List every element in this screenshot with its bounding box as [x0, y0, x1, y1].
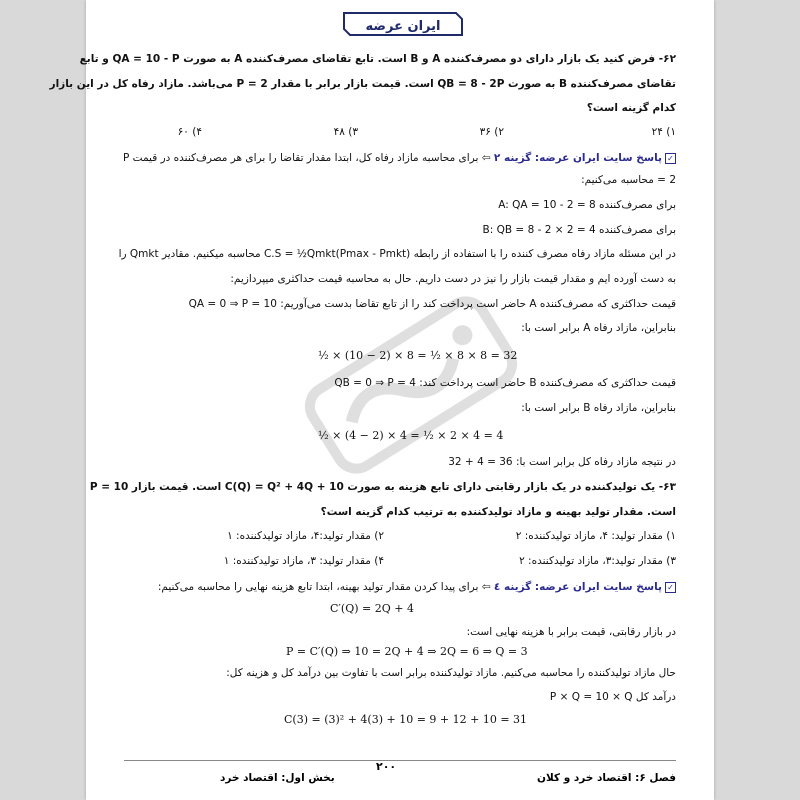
q63-option-2[interactable]: ۲) مقدار تولید:۴، مازاد تولیدکننده: ۱: [227, 530, 384, 542]
q63-option-4[interactable]: ۴) مقدار تولید: ۳، مازاد تولیدکننده: ۱: [223, 555, 384, 567]
answer63-head: پاسخ سایت ایران عرضه: گزینه ٤: [493, 581, 662, 593]
answer62-head: پاسخ سایت ایران عرضه: گزینه ۲: [493, 152, 662, 164]
q62-option-2[interactable]: ۲) ۳۶: [479, 126, 504, 138]
footer-divider: [124, 760, 676, 761]
iran-arze-logo: [340, 9, 466, 39]
answer62-text-11: در نتیجه مازاد رفاه کل برابر است با: 36 = 4 + 32: [448, 456, 676, 468]
q63-line-2: است. مقدار تولید بهینه و مازاد تولیدکننده به ترتیب کدام گزینه است؟: [320, 506, 676, 518]
q62-line-2: تقاضای مصرف‌کننده B به صورت QB = 8 - 2P است. قیمت بازار برابر با مقدار P = 2 می‌باشد. مازاد رفاه کل در این بازار: [49, 78, 676, 90]
q62-line-1: ۶۲- فرض کنید یک بازار دارای دو مصرف‌کننده A و B است. تابع تقاضای مصرف‌کننده A به صورت QA = 10 - P و تابع: [79, 53, 676, 65]
answer63-line-1: [158, 580, 676, 594]
answer63-text-1: برای پیدا کردن مقدار تولید بهینه، ابتدا تابع هزینه نهایی را محاسبه می‌کنیم:: [157, 581, 479, 593]
arrow-icon: ⇦: [481, 152, 491, 164]
answer62-text-1: برای محاسبه مازاد رفاه کل، ابتدا مقدار تقاضا را برای هر مصرف‌کننده در قیمت P: [123, 152, 479, 164]
page-number: ۲۰۰: [376, 760, 397, 773]
answer62-text-3: برای مصرف‌کننده A: QA = 10 - 2 = 8: [498, 199, 676, 211]
footer-chapter: فصل ۶: اقتصاد خرد و کلان: [537, 772, 676, 784]
answer62-text-7: قیمت حداکثری که مصرف‌کننده A حاضر است پرداخت کند را از تابع تقاضا بدست می‌آوریم: QA = 0 ⇒ P = 10: [188, 298, 676, 310]
answer62-text-9: قیمت حداکثری که مصرف‌کننده B حاضر است پرداخت کند: QB = 0 ⇒ P = 4: [334, 377, 676, 389]
answer62-text-10: بنابراین، مازاد رفاه B برابر است با:: [521, 402, 676, 414]
q63-line-1: ۶۳- یک تولیدکننده در یک بازار رقابتی دارای تابع هزینه به صورت C(Q) = Q² + 4Q + 10 است. قیمت بازار P = 10: [89, 481, 676, 493]
answer62-line-1: [123, 151, 676, 165]
answer62-text-5: در این مسئله مازاد رفاه مصرف کننده را با استفاده از رابطه (C.S = ½Qmkt(Pmax - Pmkt محاسبه میکنیم. مقادیر Qmkt را: [118, 248, 676, 260]
q62-option-3[interactable]: ۳) ۴۸: [333, 126, 358, 138]
answer63-text-2: در بازار رقابتی، قیمت برابر با هزینه نهایی است:: [466, 626, 676, 638]
q62-line-3: کدام گزینه است؟: [586, 102, 676, 114]
checkbox-icon: ✓: [665, 153, 676, 164]
answer62-equation-2: ½ × (4 − 2) × 4 = ½ × 2 × 4 = 4: [318, 429, 504, 442]
q63-option-1[interactable]: ۱) مقدار تولید: ۴، مازاد تولیدکننده: ۲: [515, 530, 676, 542]
answer62-equation-1: ½ × (10 − 2) × 8 = ½ × 8 × 8 = 32: [318, 349, 518, 362]
answer63-equation-1: C′(Q) = 2Q + 4: [330, 602, 414, 615]
answer63-text-4: درآمد کل P × Q = 10 × Q: [549, 691, 676, 703]
footer-section: بخش اول: اقتصاد خرد: [220, 772, 335, 784]
checkbox-icon: ✓: [665, 582, 676, 593]
q62-option-1[interactable]: ۱) ۲۴: [651, 126, 676, 138]
answer62-text-2: 2 = محاسبه می‌کنیم:: [581, 174, 676, 186]
answer63-equation-2: P = C′(Q) ⇒ 10 = 2Q + 4 ⇒ 2Q = 6 ⇒ Q = 3: [286, 645, 528, 658]
q62-option-4[interactable]: ۴) ۶۰: [177, 126, 202, 138]
answer62-text-8: بنابراین، مازاد رفاه A برابر است با:: [521, 322, 676, 334]
logo-text: ایران عرضه: [365, 19, 441, 34]
q63-option-3[interactable]: ۳) مقدار تولید:۳، مازاد تولیدکننده: ۲: [519, 555, 676, 567]
answer62-text-4: برای مصرف‌کننده B: QB = 8 - 2 × 2 = 4: [482, 224, 676, 236]
answer63-equation-3: C(3) = (3)² + 4(3) + 10 = 9 + 12 + 10 = 31: [284, 713, 528, 726]
answer63-text-3: حال مازاد تولیدکننده را محاسبه می‌کنیم. مازاد تولیدکننده برابر است با تفاوت بین درآمد کل و هزینه کل:: [226, 667, 676, 679]
answer62-text-6: به دست آورده ایم و مقدار قیمت بازار را نیز در دست داریم. حال به محاسبه قیمت حداکثری میپردازیم:: [230, 273, 676, 285]
arrow-icon: ⇦: [481, 581, 491, 593]
document-page: [49, 0, 714, 800]
